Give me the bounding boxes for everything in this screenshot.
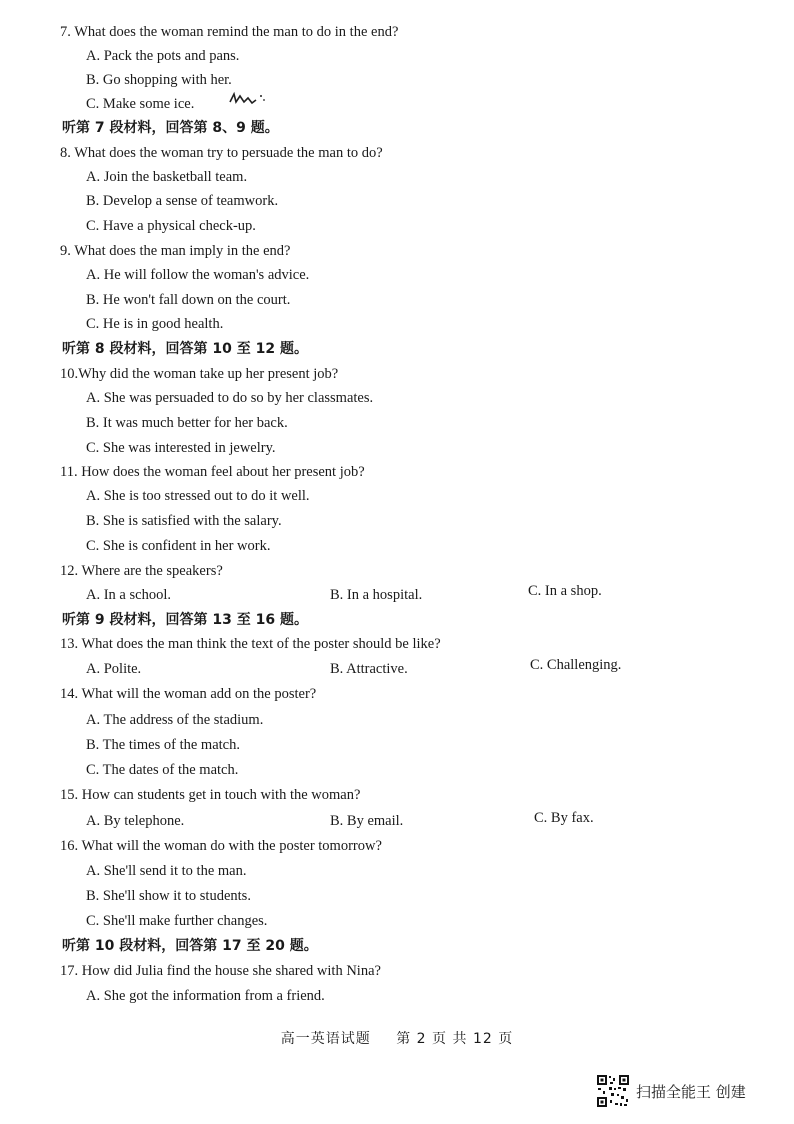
q11-option-b: B. She is satisfied with the salary. [86, 513, 282, 529]
q7-option-b: B. Go shopping with her. [86, 72, 232, 88]
section-heading-7: 听第 7 段材料，回答第 8、9 题。 [62, 120, 279, 136]
section-heading-8: 听第 8 段材料，回答第 10 至 12 题。 [62, 341, 308, 357]
q11-option-a: A. She is too stressed out to do it well. [86, 488, 310, 504]
scanner-label: 扫描全能王 创建 [636, 1082, 746, 1101]
q10-option-a: A. She was persuaded to do so by her classmates. [86, 390, 374, 406]
section-heading-9: 听第 9 段材料，回答第 13 至 16 题。 [62, 612, 308, 628]
q9-option-c: C. He is in good health. [86, 316, 224, 332]
q12-option-c: C. In a shop. [528, 583, 602, 599]
q9-option-b: B. He won't fall down on the court. [86, 292, 291, 308]
q8-option-a: A. Join the basketball team. [86, 169, 248, 185]
q14-option-a: A. The address of the stadium. [86, 712, 264, 728]
q14-stem: 14. What will the woman add on the poster? [60, 686, 317, 702]
q13-option-c: C. Challenging. [530, 657, 622, 673]
q7-option-c: C. Make some ice. [86, 96, 195, 112]
q8-option-b: B. Develop a sense of teamwork. [86, 193, 279, 209]
q12-option-a: A. In a school. [86, 587, 171, 603]
q14-option-c: C. The dates of the match. [86, 762, 239, 778]
q17-option-a: A. She got the information from a friend. [86, 988, 325, 1004]
q15-stem: 15. How can students get in touch with the woman? [60, 787, 361, 803]
page-footer [0, 1028, 794, 1048]
q17-stem: 17. How did Julia find the house she shared with Nina? [60, 963, 381, 979]
q12-stem: 12. Where are the speakers? [60, 563, 223, 579]
q13-option-a: A. Polite. [86, 661, 142, 677]
q16-option-c: C. She'll make further changes. [86, 913, 268, 929]
q15-option-a: A. By telephone. [86, 813, 185, 829]
q16-stem: 16. What will the woman do with the poster tomorrow? [60, 838, 382, 854]
q15-option-c: C. By fax. [534, 810, 594, 826]
q15-option-b: B. By email. [330, 813, 404, 829]
qr-code-icon [596, 1074, 630, 1108]
q16-option-b: B. She'll show it to students. [86, 888, 251, 904]
scanner-watermark [596, 1074, 746, 1108]
q12-option-b: B. In a hospital. [330, 587, 423, 603]
q10-option-b: B. It was much better for her back. [86, 415, 288, 431]
q8-option-c: C. Have a physical check-up. [86, 218, 256, 234]
footer-exam-title: 高一英语试题 [280, 1031, 371, 1047]
pen-scribble-mark [228, 90, 268, 108]
q13-stem: 13. What does the man think the text of the poster should be like? [60, 636, 441, 652]
q7-stem: 7. What does the woman remind the man to do in the end? [60, 24, 399, 40]
q14-option-b: B. The times of the match. [86, 737, 240, 753]
q7-option-a: A. Pack the pots and pans. [86, 48, 240, 64]
q10-stem: 10.Why did the woman take up her present job? [60, 366, 339, 382]
q9-stem: 9. What does the man imply in the end? [60, 243, 291, 259]
q8-stem: 8. What does the woman try to persuade the man to do? [60, 145, 383, 161]
q9-option-a: A. He will follow the woman's advice. [86, 267, 310, 283]
q10-option-c: C. She was interested in jewelry. [86, 440, 276, 456]
q11-stem: 11. How does the woman feel about her present job? [60, 464, 365, 480]
section-heading-10: 听第 10 段材料，回答第 17 至 20 题。 [62, 938, 318, 954]
footer-page-number: 第 2 页 共 12 页 [396, 1031, 514, 1047]
q11-option-c: C. She is confident in her work. [86, 538, 271, 554]
q13-option-b: B. Attractive. [330, 661, 408, 677]
q16-option-a: A. She'll send it to the man. [86, 863, 247, 879]
